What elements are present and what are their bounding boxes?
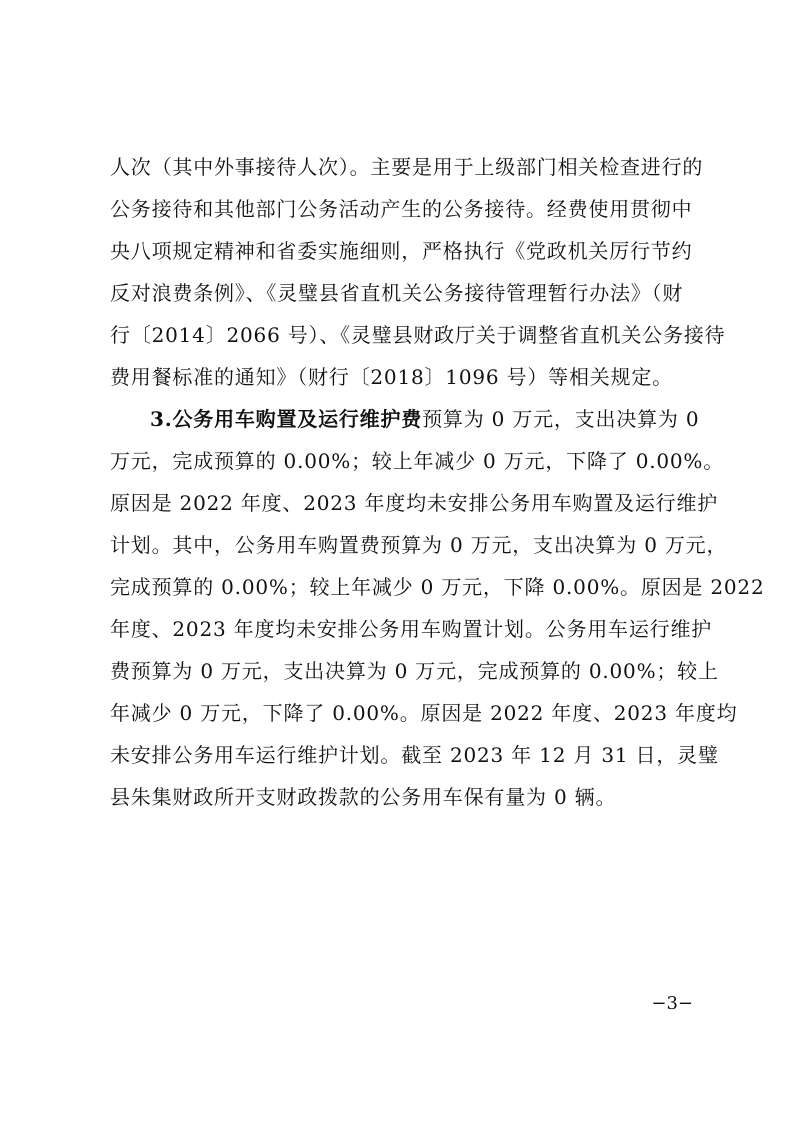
text-segment: 预算为 0 万元，支出决算为 0: [422, 407, 700, 431]
text-line: 反对浪费条例》、《灵璧县省直机关公务接待管理暂行办法》（财: [110, 281, 684, 305]
text-line: 万元，完成预算的 0.00%；较上年减少 0 万元，下降了 0.00%。: [110, 449, 725, 473]
section-heading: 3.公务用车购置及运行维护费: [150, 407, 423, 431]
paragraph-first-line: [150, 406, 700, 432]
text-line: 年减少 0 万元，下降了 0.00%。原因是 2022 年度、2023 年度均: [110, 701, 738, 725]
text-line: 完成预算的 0.00%；较上年减少 0 万元，下降 0.00%。原因是 2022: [110, 575, 765, 599]
text-line: 公务接待和其他部门公务活动产生的公务接待。经费使用贯彻中: [110, 197, 693, 221]
text-line: 原因是 2022 年度、2023 年度均未安排公务用车购置及运行维护: [110, 491, 719, 515]
text-line: 费用餐标准的通知》（财行〔2018〕1096 号）等相关规定。: [110, 365, 673, 389]
text-line: 年度、2023 年度均未安排公务用车购置计划。公务用车运行维护: [110, 617, 713, 641]
text-line: 计划。其中，公务用车购置费预算为 0 万元，支出决算为 0 万元，: [110, 533, 728, 557]
text-line: 央八项规定精神和省委实施细则，严格执行《党政机关厉行节约: [110, 239, 693, 263]
text-line: 未安排公务用车运行维护计划。截至 2023 年 12 月 31 日，灵璧: [110, 743, 719, 767]
text-line: 人次（其中外事接待人次）。主要是用于上级部门相关检查进行的: [110, 155, 704, 179]
text-line: 费预算为 0 万元，支出决算为 0 万元，完成预算的 0.00%；较上: [110, 659, 719, 683]
text-line: 县朱集财政所开支财政拨款的公务用车保有量为 0 辆。: [110, 785, 617, 809]
text-line: 行〔2014〕2066 号）、《灵璧县财政厅关于调整省直机关公务接待: [110, 323, 726, 347]
page-number: −3−: [651, 993, 693, 1014]
